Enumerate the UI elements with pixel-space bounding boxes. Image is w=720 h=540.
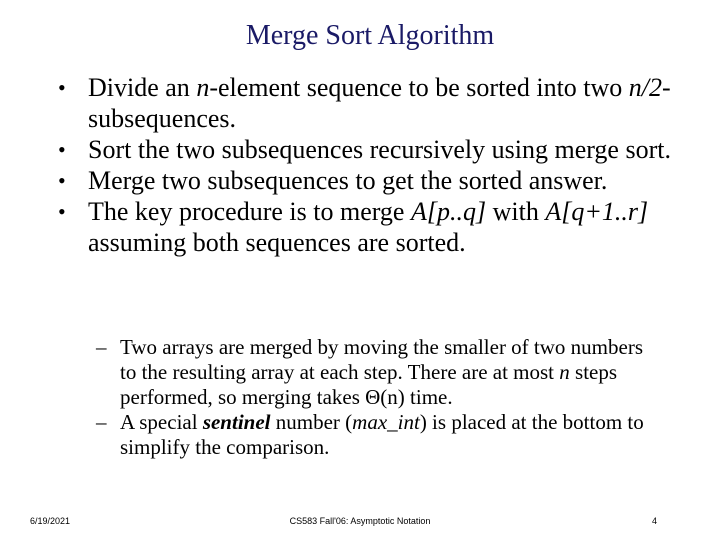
sub-bullet-text-bold-italic: sentinel — [202, 410, 271, 434]
bullet-text: The key procedure is to merge — [88, 197, 411, 226]
bullet-list — [58, 72, 678, 258]
bullet-text-italic: n — [196, 73, 210, 102]
bullet-mark: • — [58, 137, 66, 162]
bullet-text: Merge two subsequences to get the sorted answer. — [88, 166, 608, 195]
sub-bullet-list — [96, 335, 656, 460]
bullet-item-merge — [58, 165, 678, 196]
bullet-mark: • — [58, 199, 66, 224]
bullet-mark: • — [58, 75, 66, 100]
sub-bullet-text: steps performed, so merging takes Θ(n) time. — [120, 360, 618, 409]
slide-title: Merge Sort Algorithm — [245, 20, 495, 51]
footer-date: 6/19/2021 — [30, 516, 71, 526]
sub-bullet-mark: – — [96, 335, 107, 359]
sub-bullet-text-italic: n — [559, 360, 570, 384]
bullet-item-sort — [58, 134, 678, 165]
bullet-text: -element sequence to be sorted into two — [209, 73, 629, 102]
bullet-text: Sort the two subsequences recursively using merge sort. — [88, 135, 671, 164]
sub-bullet-item-merge-steps — [96, 335, 656, 410]
bullet-text: Divide an — [88, 73, 197, 102]
bullet-text: with — [486, 197, 546, 226]
bullet-item-key-procedure — [58, 196, 678, 258]
footer-page-number: 4 — [652, 516, 658, 526]
sub-bullet-item-sentinel — [96, 410, 656, 460]
sub-bullet-text: Two arrays are merged by moving the smaller of two numbers to the resulting array at each step. There are at most — [120, 335, 644, 384]
bullet-text-italic: A[p..q] — [410, 197, 487, 226]
sub-bullet-text: number ( — [270, 410, 353, 434]
sub-bullet-text-italic: max_int — [352, 410, 420, 434]
bullet-mark: • — [58, 168, 66, 193]
sub-bullet-mark: – — [96, 410, 107, 434]
bullet-text: -subsequences. — [88, 73, 671, 133]
bullet-text-italic: A[q+1..r] — [545, 197, 649, 226]
bullet-text: assuming both sequences are sorted. — [88, 228, 466, 257]
bullet-item-divide — [58, 72, 678, 134]
sub-bullet-text: A special — [120, 410, 203, 434]
bullet-text-italic: n/2 — [628, 73, 663, 102]
footer-course: CS583 Fall'06: Asymptotic Notation — [289, 516, 431, 526]
sub-bullet-text: ) is placed at the bottom to simplify the comparison. — [120, 410, 644, 459]
